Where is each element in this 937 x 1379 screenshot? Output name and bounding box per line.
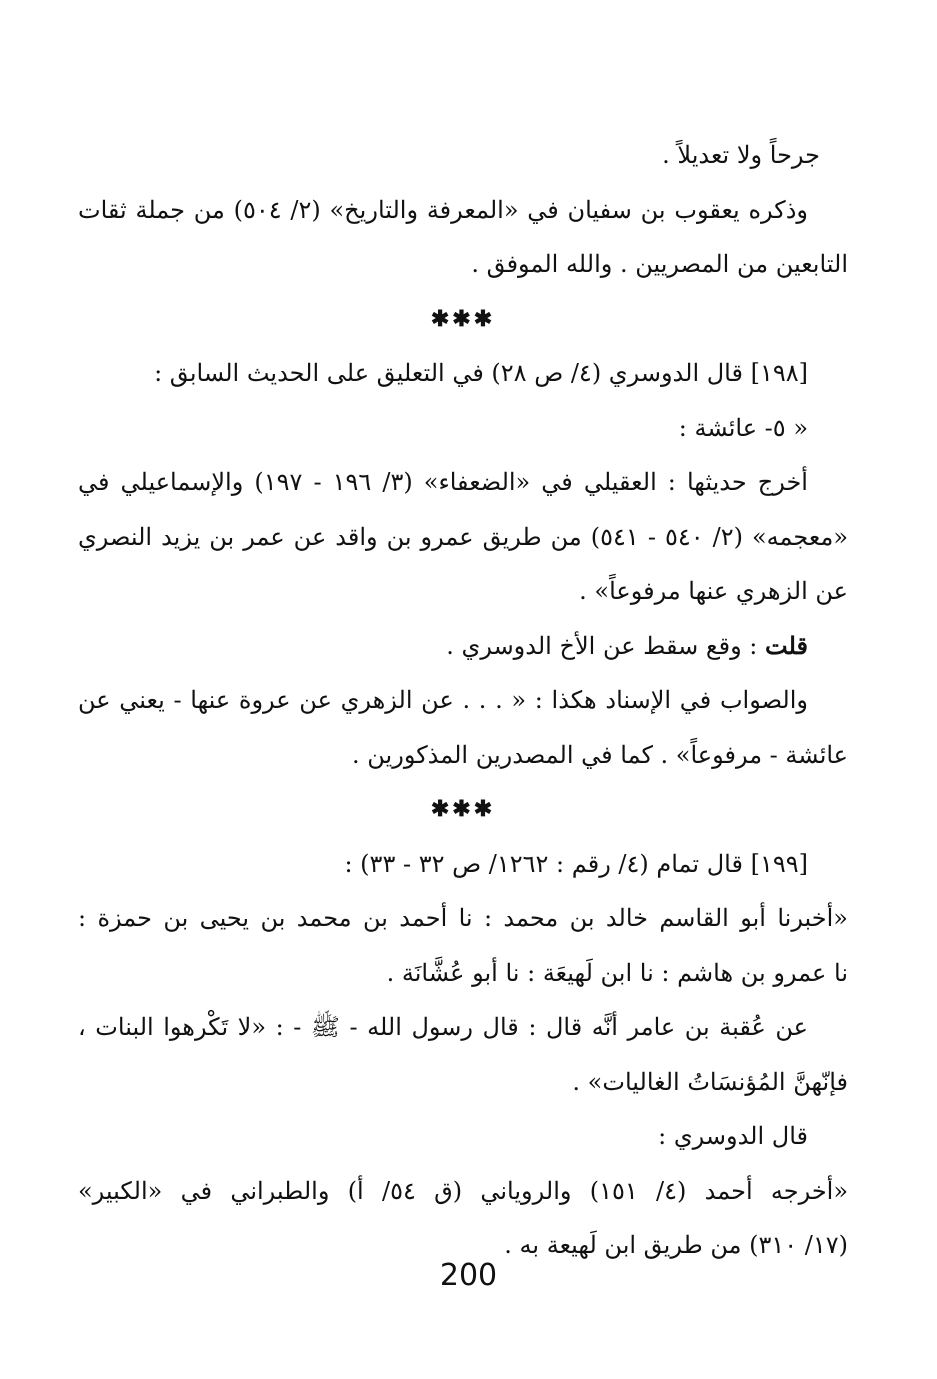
text-line: «معجمه» (٢/ ٥٤٠ - ٥٤١) من طريق عمرو بن واقد عن عمر بن يزيد النصري [78,522,848,551]
body-text [78,128,848,1273]
text-line: [١٩٩] قال تمام (٤/ رقم : ١٢٦٢/ ص ٣٢ - ٣٣) : [344,849,808,878]
text-line: وذكره يعقوب بن سفيان في «المعرفة والتاريخ» (٢/ ٥٠٤) من جملة ثقات [78,195,809,224]
text-line: والصواب في الإسناد هكذا : « . . . عن الزهري عن عروة عنها - يعني عن [78,686,808,714]
text-line: « ٥- عائشة : [678,413,808,442]
section-separator: ✱✱✱ [430,796,496,822]
section-separator: ✱✱✱ [430,305,496,332]
text-line: عن عُقبة بن عامر أنَّه قال : قال رسول الله - ﷺ - : «لا تَكْرهوا البنات ، [78,1013,808,1041]
text-line: عائشة - مرفوعاً» . كما في المصدرين المذكورين . [352,740,848,769]
page-number: 200 [439,1258,498,1293]
text-line: عن الزهري عنها مرفوعاً» . [579,577,848,605]
text-line: نا عمرو بن هاشم : نا ابن لَهيعَة : نا أبو عُشَّانَة . [386,958,848,987]
text-line: «أخبرنا أبو القاسم خالد بن محمد : نا أحمد بن محمد بن يحيى بن حمزة : [78,904,848,932]
text-span: : وقع سقط عن الأخ الدوسري . [446,631,766,660]
text-line: جرحاً ولا تعديلاً . [662,141,820,169]
text-line: فإنّهنَّ المُؤنسَاتُ الغاليات» . [572,1067,848,1096]
text-line: التابعين من المصريين . والله الموفق . [471,250,848,278]
text-line: قال الدوسري : [658,1122,808,1150]
text-line: [١٩٨] قال الدوسري (٤/ ص ٢٨) في التعليق على الحديث السابق : [154,359,808,387]
text-line [78,619,848,674]
bold-label: قلت [765,630,808,660]
text-line: أخرج حديثها : العقيلي في «الضعفاء» (٣/ ١٩٦ - ١٩٧) والإسماعيلي في [78,468,808,496]
text-line: «أخرجه أحمد (٤/ ١٥١) والروياني (ق ٥٤/ أ) والطبراني في «الكبير» [78,1176,849,1205]
text-line: (١٧/ ٣١٠) من طريق ابن لَهيعة به . [504,1231,848,1259]
